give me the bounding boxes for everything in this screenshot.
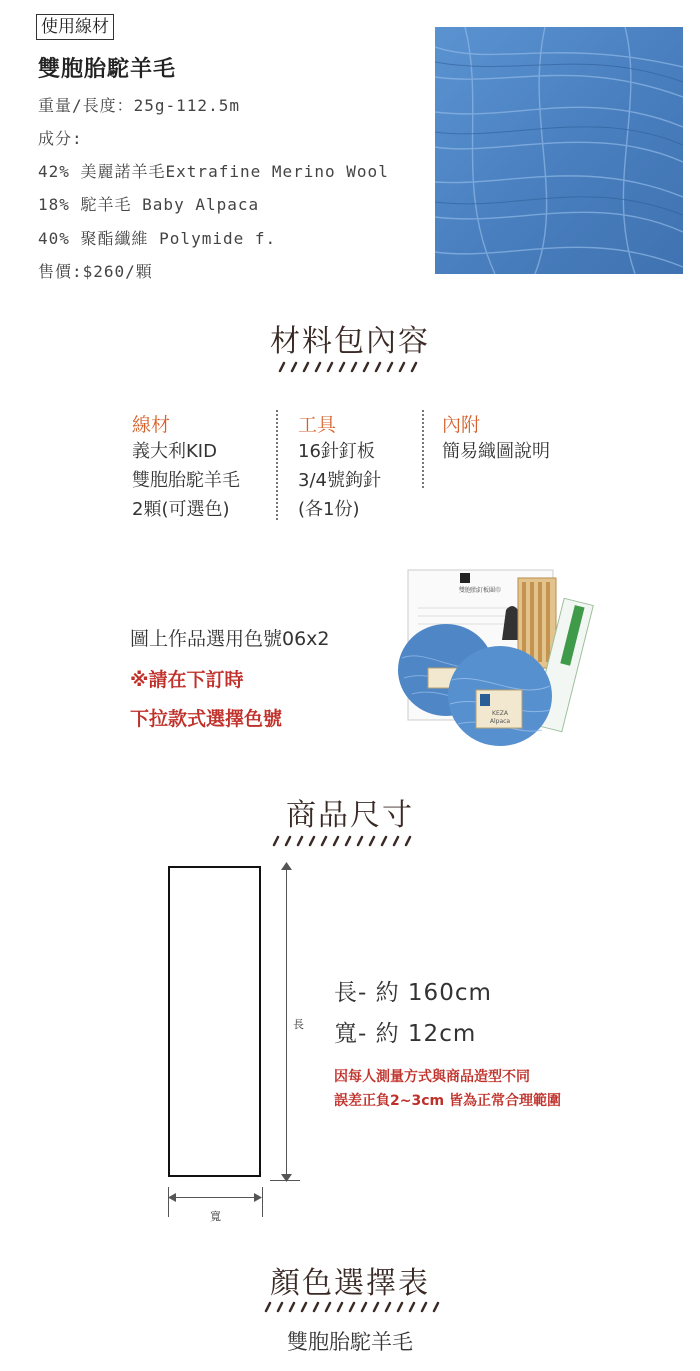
kit-col-tools-line-1: 16針釘板: [298, 441, 375, 462]
stitch-divider-icon: [270, 834, 420, 848]
color-code-note: 圖上作品選用色號06x2: [130, 628, 330, 650]
yarn-price: 售價:$260/顆: [38, 262, 153, 281]
kit-sheet-title: 雙胞胎釘板圍巾: [458, 587, 502, 594]
kit-col-yarn-line-1: 義大利KID: [132, 441, 217, 462]
width-dimension-line: [172, 1197, 258, 1198]
arrow-up-icon: [281, 862, 292, 870]
width-dimension-tick-left: [168, 1187, 169, 1217]
composition-label: 成分:: [38, 129, 83, 148]
order-warning-line-2: 下拉款式選擇色號: [130, 708, 283, 730]
stitch-divider-icon: [276, 360, 426, 374]
column-divider: [276, 410, 278, 520]
kit-label-type: Alpaca: [489, 718, 511, 725]
composition-line-2: 18% 駝羊毛 Baby Alpaca: [38, 195, 260, 214]
kit-col-yarn-line-2: 雙胞胎駝羊毛: [132, 470, 240, 491]
kit-col-included-title: 內附: [442, 414, 481, 436]
kit-col-yarn-line-3: 2顆(可選色): [132, 499, 230, 520]
color-chart-heading: 顏色選擇表: [270, 1266, 430, 1301]
arrow-left-icon: [168, 1193, 176, 1202]
column-divider: [422, 410, 424, 488]
length-dimension-label: 長: [293, 1018, 304, 1031]
composition-line-3: 40% 聚酯纖維 Polymide f.: [38, 229, 277, 248]
kit-col-tools-title: 工具: [298, 414, 337, 436]
measurement-note-2: 誤差正負2~3cm 皆為正常合理範圍: [334, 1093, 561, 1109]
width-dimension-tick-right: [262, 1187, 263, 1217]
kit-col-included-line-1: 簡易織圖說明: [442, 441, 550, 462]
length-dimension-tick: [270, 1180, 300, 1181]
kit-col-yarn-title: 線材: [132, 414, 171, 436]
kit-product-photo: [388, 568, 598, 748]
kit-heading: 材料包內容: [270, 324, 430, 359]
length-dimension-line: [286, 868, 287, 1176]
kit-label-brand: KEZA: [492, 710, 508, 717]
yarn-closeup-photo: [435, 27, 683, 274]
scarf-outline: [168, 866, 261, 1177]
width-dimension-label: 寬: [210, 1210, 221, 1223]
kit-col-tools-line-2: 3/4號鉤針: [298, 470, 381, 491]
arrow-right-icon: [254, 1193, 262, 1202]
width-value: 寬- 約 12cm: [334, 1021, 477, 1047]
length-value: 長- 約 160cm: [334, 980, 492, 1006]
measurement-note-1: 因每人測量方式與商品造型不同: [334, 1069, 530, 1085]
yarn-name: 雙胞胎駝羊毛: [38, 56, 177, 82]
size-heading: 商品尺寸: [286, 798, 414, 833]
kit-col-tools-line-3: (各1份): [298, 499, 360, 520]
composition-line-1: 42% 美麗諾羊毛Extrafine Merino Wool: [38, 162, 389, 181]
yarn-weight: 重量/長度：25g-112.5m: [38, 96, 240, 115]
stitch-divider-icon: [262, 1300, 444, 1314]
color-chart-subtitle: 雙胞胎駝羊毛: [287, 1330, 413, 1354]
order-warning-line-1: ※請在下訂時: [130, 669, 244, 691]
material-tag: 使用線材: [36, 14, 114, 40]
